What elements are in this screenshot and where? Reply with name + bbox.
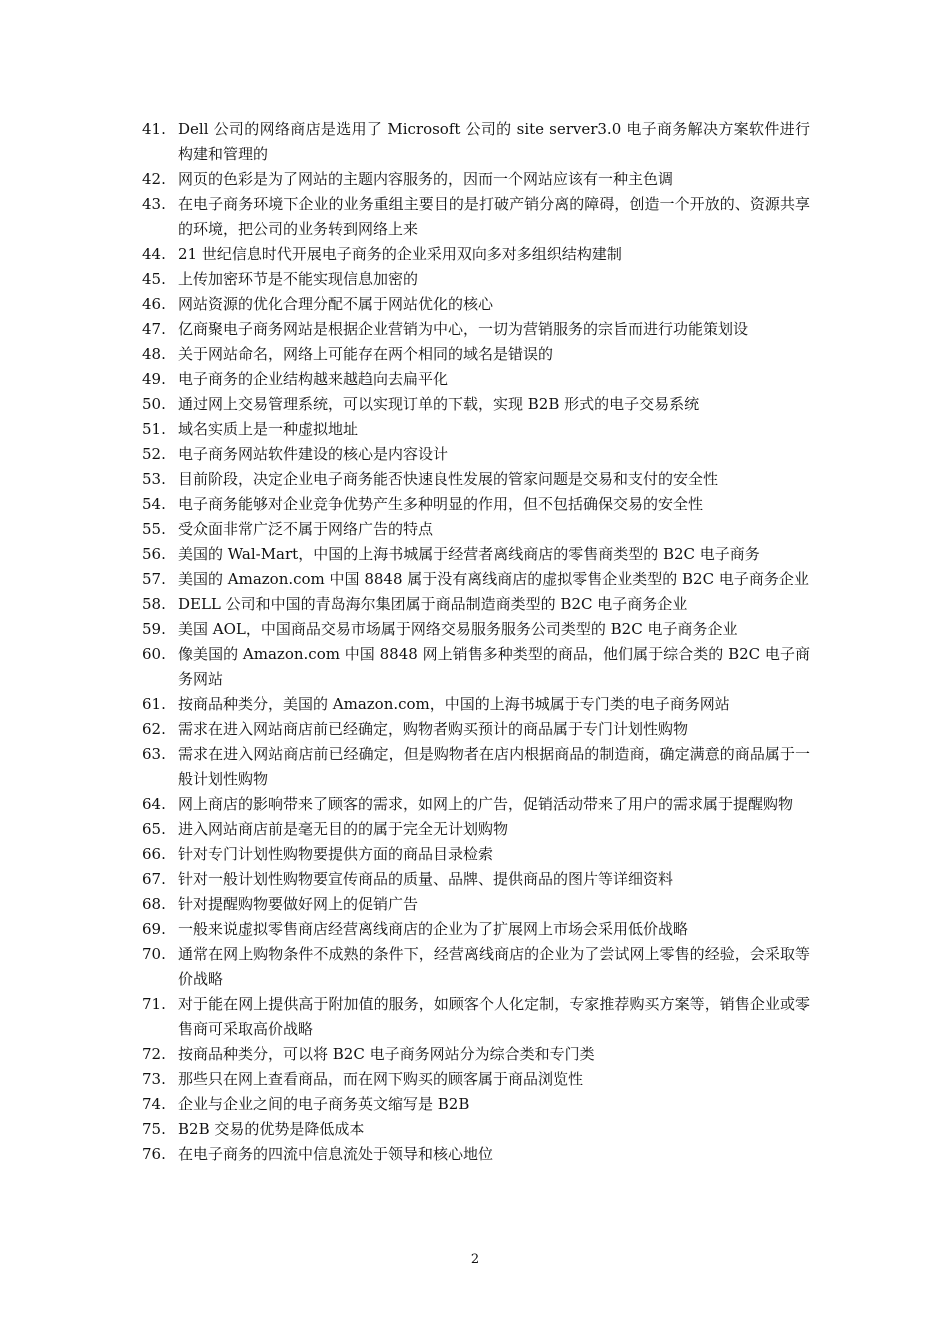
list-item [142, 867, 810, 892]
list-item [142, 117, 810, 167]
item-number: 55. [142, 520, 166, 538]
item-number: 45. [142, 270, 166, 288]
list-item [142, 517, 810, 542]
item-text: 电子商务能够对企业竞争优势产生多种明显的作用，但不包括确保交易的安全性 [178, 495, 704, 513]
list-item [142, 717, 810, 742]
item-text: 通过网上交易管理系统，可以实现订单的下载，实现 B2B 形式的电子交易系统 [178, 395, 700, 413]
list-item [142, 192, 810, 242]
item-text: 美国 AOL，中国商品交易市场属于网络交易服务服务公司类型的 B2C 电子商务企业 [178, 620, 738, 638]
list-item [142, 267, 810, 292]
item-number: 56. [142, 545, 166, 563]
list-item [142, 742, 810, 792]
item-text: 针对一般计划性购物要宣传商品的质量、品牌、提供商品的图片等详细资料 [178, 870, 674, 888]
item-number: 48. [142, 345, 166, 363]
list-item [142, 417, 810, 442]
item-number: 42. [142, 170, 166, 188]
list-item [142, 342, 810, 367]
statement-list [142, 117, 810, 1167]
list-item [142, 542, 810, 567]
item-number: 62. [142, 720, 166, 738]
item-text: 按商品种类分，美国的 Amazon.com，中国的上海书城属于专门类的电子商务网站 [178, 695, 730, 713]
list-item [142, 942, 810, 992]
item-number: 70. [142, 945, 166, 963]
item-text: 21 世纪信息时代开展电子商务的企业采用双向多对多组织结构建制 [178, 245, 622, 263]
item-number: 74. [142, 1095, 166, 1113]
item-number: 43. [142, 195, 166, 213]
list-item [142, 1117, 810, 1142]
item-number: 75. [142, 1120, 166, 1138]
item-number: 41. [142, 120, 166, 138]
item-number: 47. [142, 320, 166, 338]
item-number: 46. [142, 295, 166, 313]
list-item [142, 1142, 810, 1167]
item-number: 64. [142, 795, 166, 813]
item-number: 76. [142, 1145, 166, 1163]
item-text: DELL 公司和中国的青岛海尔集团属于商品制造商类型的 B2C 电子商务企业 [178, 595, 688, 613]
item-number: 54. [142, 495, 166, 513]
list-item [142, 892, 810, 917]
list-item [142, 292, 810, 317]
item-number: 59. [142, 620, 166, 638]
item-number: 51. [142, 420, 166, 438]
item-text: 进入网站商店前是毫无目的的属于完全无计划购物 [178, 820, 509, 838]
item-text: 网站资源的优化合理分配不属于网站优化的核心 [178, 295, 494, 313]
list-item [142, 1042, 810, 1067]
item-text: 针对专门计划性购物要提供方面的商品目录检索 [178, 845, 494, 863]
item-text: 企业与企业之间的电子商务英文缩写是 B2B [178, 1095, 470, 1113]
item-text: 亿商聚电子商务网站是根据企业营销为中心，一切为营销服务的宗旨而进行功能策划设 [178, 320, 749, 338]
list-item [142, 467, 810, 492]
item-number: 49. [142, 370, 166, 388]
item-text: 域名实质上是一种虚拟地址 [178, 420, 359, 438]
item-number: 67. [142, 870, 166, 888]
list-item [142, 592, 810, 617]
item-number: 44. [142, 245, 166, 263]
list-item [142, 842, 810, 867]
list-item [142, 567, 810, 592]
item-text: 网页的色彩是为了网站的主题内容服务的，因而一个网站应该有一种主色调 [178, 170, 674, 188]
item-number: 52. [142, 445, 166, 463]
list-item [142, 992, 810, 1042]
item-number: 58. [142, 595, 166, 613]
list-item [142, 242, 810, 267]
item-text: 对于能在网上提供高于附加值的服务，如顾客个人化定制，专家推荐购买方案等，销售企业或零售商可采取高价战略 [178, 995, 810, 1038]
item-text: 关于网站命名，网络上可能存在两个相同的域名是错误的 [178, 345, 554, 363]
item-text: 需求在进入网站商店前已经确定，但是购物者在店内根据商品的制造商，确定满意的商品属于一般计划性购物 [178, 745, 810, 788]
item-number: 66. [142, 845, 166, 863]
list-item [142, 392, 810, 417]
page-number: 2 [470, 1252, 480, 1267]
item-text: 电子商务网站软件建设的核心是内容设计 [178, 445, 449, 463]
item-number: 72. [142, 1045, 166, 1063]
item-number: 69. [142, 920, 166, 938]
item-text: 上传加密环节是不能实现信息加密的 [178, 270, 419, 288]
list-item [142, 367, 810, 392]
item-text: 网上商店的影响带来了顾客的需求，如网上的广告，促销活动带来了用户的需求属于提醒购物 [178, 795, 794, 813]
item-text: 受众面非常广泛不属于网络广告的特点 [178, 520, 434, 538]
item-number: 71. [142, 995, 166, 1013]
item-text: 目前阶段，决定企业电子商务能否快速良性发展的管家问题是交易和支付的安全性 [178, 470, 719, 488]
item-text: 通常在网上购物条件不成熟的条件下，经营离线商店的企业为了尝试网上零售的经验，会采取等价战略 [178, 945, 810, 988]
list-item [142, 817, 810, 842]
item-text: 按商品种类分，可以将 B2C 电子商务网站分为综合类和专门类 [178, 1045, 595, 1063]
item-text: 那些只在网上查看商品，而在网下购买的顾客属于商品浏览性 [178, 1070, 584, 1088]
item-text: 像美国的 Amazon.com 中国 8848 网上销售多种类型的商品，他们属于综合类的 B2C 电子商务网站 [178, 645, 810, 688]
list-item [142, 917, 810, 942]
item-number: 61. [142, 695, 166, 713]
item-text: 在电子商务的四流中信息流处于领导和核心地位 [178, 1145, 494, 1163]
item-text: 美国的 Amazon.com 中国 8848 属于没有离线商店的虚拟零售企业类型的 B2C 电子商务企业 [178, 570, 809, 588]
item-text: 一般来说虚拟零售商店经营离线商店的企业为了扩展网上市场会采用低价战略 [178, 920, 689, 938]
item-text: 需求在进入网站商店前已经确定，购物者购买预计的商品属于专门计划性购物 [178, 720, 689, 738]
list-item [142, 167, 810, 192]
item-number: 53. [142, 470, 166, 488]
list-item [142, 617, 810, 642]
list-item [142, 792, 810, 817]
list-item [142, 642, 810, 692]
list-item [142, 1092, 810, 1117]
item-number: 60. [142, 645, 166, 663]
item-text: B2B 交易的优势是降低成本 [178, 1120, 365, 1138]
item-text: Dell 公司的网络商店是选用了 Microsoft 公司的 site server3.0 电子商务解决方案软件进行构建和管理的 [178, 120, 810, 163]
list-item [142, 442, 810, 467]
item-text: 针对提醒购物要做好网上的促销广告 [178, 895, 419, 913]
item-number: 50. [142, 395, 166, 413]
item-number: 73. [142, 1070, 166, 1088]
item-number: 68. [142, 895, 166, 913]
item-number: 63. [142, 745, 166, 763]
list-item [142, 317, 810, 342]
item-number: 57. [142, 570, 166, 588]
item-number: 65. [142, 820, 166, 838]
item-text: 美国的 Wal-Mart，中国的上海书城属于经营者离线商店的零售商类型的 B2C 电子商务 [178, 545, 760, 563]
list-item [142, 492, 810, 517]
list-item [142, 1067, 810, 1092]
item-text: 在电子商务环境下企业的业务重组主要目的是打破产销分离的障碍，创造一个开放的、资源共享的环境，把公司的业务转到网络上来 [178, 195, 810, 238]
list-item [142, 692, 810, 717]
item-text: 电子商务的企业结构越来越趋向去扁平化 [178, 370, 449, 388]
